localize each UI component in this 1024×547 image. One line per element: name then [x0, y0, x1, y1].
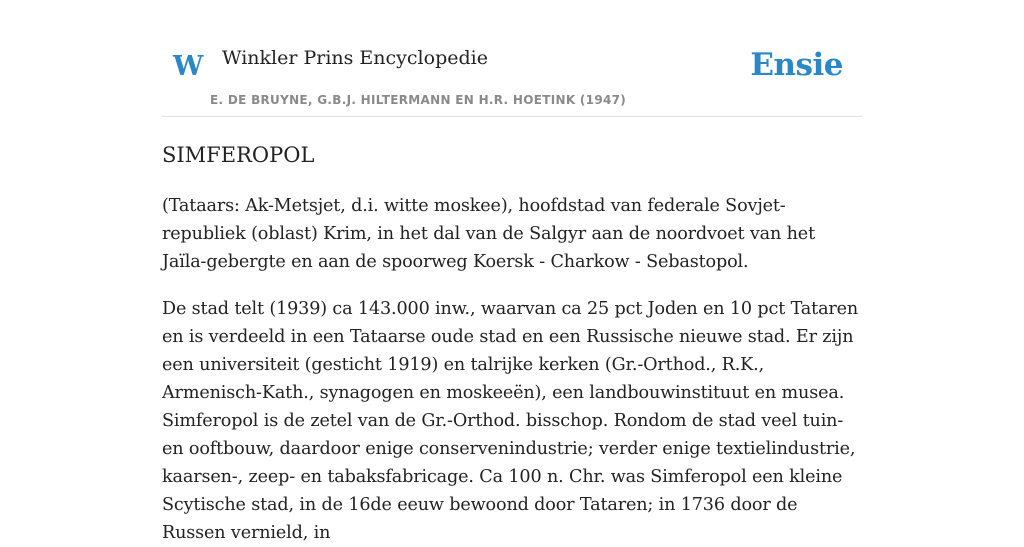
article-paragraph: De stad telt (1939) ca 143.000 inw., waarvan ca 25 pct Joden en 10 pct Tataren en is verdeeld in een Tataarse oude stad en een Russische nieuwe stad. Er zijn een universiteit (gesticht 1919) en talrijke kerken (Gr.-Orthod., R.K., Armenisch-Kath., synagogen en moskeeën), een landbouwinstituut en musea. Simferopol is de zetel van de Gr.-Orthod. bisschop. Rondom de stad veel tuin- en ooftbouw, daardoor enige conservenindustrie; verder enige textielindustrie, kaarsen-, zeep- en tabaksfabricage. Ca 100 n. Chr. was Simferopol een kleine Scytische stad, in de 16de eeuw bewoond door Tataren; in 1736 door de Russen vernield, in [162, 299, 859, 543]
ensie-brand-logo[interactable]: Ensie [750, 47, 843, 83]
site-header [162, 0, 862, 117]
article-paragraph: (Tataars: Ak-Metsjet, d.i. witte moskee), hoofdstad van federale Sovjet-republiek (oblast) Krim, in het dal van de Salgyr aan de noordvoet van het Jaïla-gebergte en aan de spoorweg Koersk - Charkow - Sebastopol. [162, 196, 815, 272]
source-book-title[interactable]: Winkler Prins Encyclopedie [222, 47, 488, 69]
encyclopedia-logo-w[interactable]: W [173, 51, 204, 82]
source-authors: E. DE BRUYNE, G.B.J. HILTERMANN EN H.R. HOETINK (1947) [210, 93, 627, 107]
article [162, 140, 864, 547]
article-title: SIMFEROPOL [162, 143, 315, 167]
